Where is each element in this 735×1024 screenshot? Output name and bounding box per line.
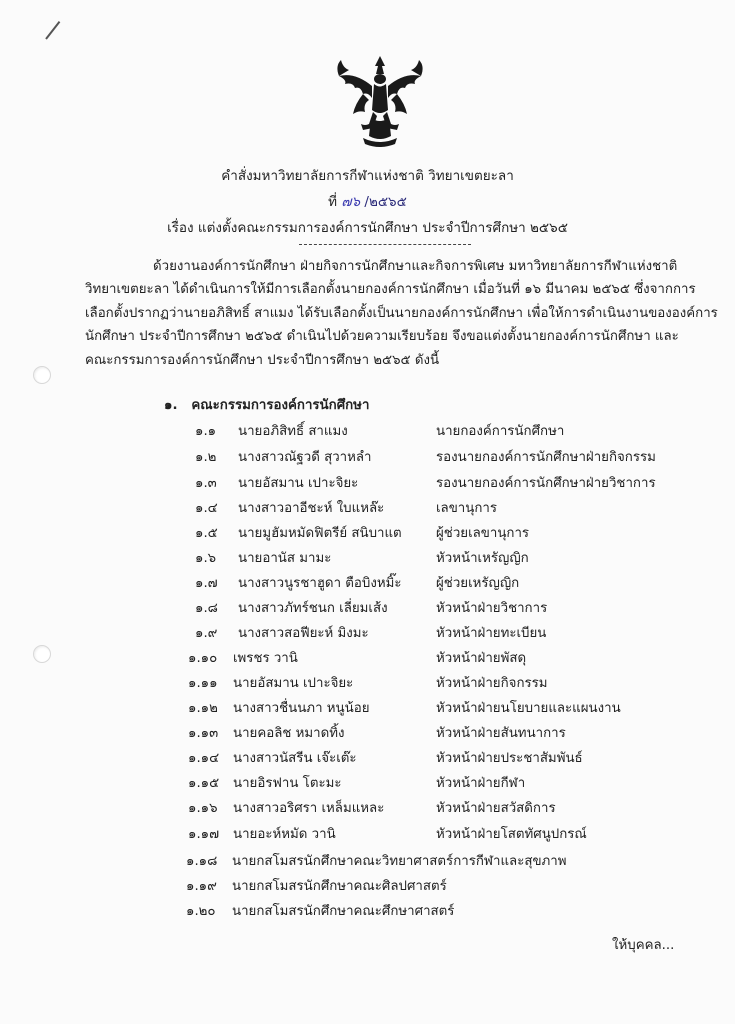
member-row — [0, 747, 735, 771]
member-row — [0, 497, 735, 521]
member-row — [0, 647, 735, 671]
order-number-line — [0, 190, 735, 212]
section-number: ๑. — [164, 398, 178, 413]
member-row — [0, 597, 735, 621]
divider — [299, 244, 471, 245]
member-number: ๑.๑๔ — [188, 751, 220, 766]
member-role: ผู้ช่วยเลขานุการ — [436, 526, 530, 541]
member-name: นางสาวอาอีชะห์ ใบแหล๊ะ — [238, 501, 385, 516]
paragraph-line: นักศึกษา ประจำปีการศึกษา ๒๕๖๕ ดำเนินไปด้วยความเรียบร้อย จึงขอแต่งตั้งนายกองค์การนักศึกษา และ — [85, 329, 679, 345]
member-row — [0, 547, 735, 571]
member-role: หัวหน้าฝ่ายสันทนาการ — [436, 726, 566, 741]
member-role: หัวหน้าฝ่ายกีฬา — [436, 776, 526, 791]
member-number: ๑.๑ — [195, 424, 217, 439]
body-paragraph — [85, 255, 718, 372]
member-row — [0, 472, 735, 496]
member-role: รองนายกองค์การนักศึกษาฝ่ายกิจกรรม — [436, 450, 656, 465]
member-row — [0, 522, 735, 546]
member-number: ๑.๑๒ — [188, 701, 218, 716]
member-number: ๑.๖ — [195, 551, 217, 566]
garuda-emblem-icon — [333, 52, 427, 150]
member-number: ๑.๒ — [195, 450, 217, 465]
member-number: ๑.๒๐ — [186, 904, 216, 919]
pen-mark — [45, 21, 60, 40]
member-number: ๑.๑๓ — [188, 726, 219, 741]
member-name: นายกสโมสรนักศึกษาคณะศึกษาศาสตร์ — [232, 904, 455, 919]
member-number: ๑.๘ — [195, 601, 218, 616]
member-name: นายอิรฟาน โตะมะ — [233, 776, 342, 791]
member-row — [0, 722, 735, 746]
paragraph-line: ด้วยงานองค์การนักศึกษา ฝ่ายกิจการนักศึกษาและกิจการพิเศษ มหาวิทยาลัยการกีฬาแห่งชาติ — [153, 259, 678, 274]
order-number-handwritten: ๗๖ — [341, 194, 361, 210]
member-role: หัวหน้าฝ่ายโสตทัศนูปกรณ์ — [436, 827, 587, 842]
member-name: เพรชร วานิ — [233, 651, 298, 666]
member-name: นายอานัส มามะ — [238, 551, 332, 566]
member-role: เลขานุการ — [436, 501, 497, 516]
member-name: นางสาวณัฐวดี สุวาหลำ — [238, 450, 372, 465]
member-name: นางสาวสอฟียะห์ มิงมะ — [238, 626, 369, 641]
document-title: คำสั่งมหาวิทยาลัยการกีฬาแห่งชาติ วิทยาเขตยะลา — [221, 168, 514, 184]
member-role: หัวหน้าฝ่ายกิจกรรม — [436, 676, 548, 691]
member-row — [0, 697, 735, 721]
member-row — [0, 823, 735, 847]
member-role: หัวหน้าฝ่ายประชาสัมพันธ์ — [436, 751, 583, 766]
member-row — [0, 572, 735, 596]
member-role: หัวหน้าฝ่ายสวัสดิการ — [436, 801, 556, 816]
member-row — [0, 850, 735, 874]
member-name: นางสาวนัสรีน เจ๊ะเต๊ะ — [233, 751, 357, 766]
member-number: ๑.๗ — [195, 576, 218, 591]
member-role: หัวหน้าเหรัญญิก — [436, 551, 529, 566]
member-number: ๑.๔ — [195, 501, 218, 516]
paragraph-line: เลือกตั้งปรากฏว่านายอภิสิทธิ์ สาแมง ได้รับเลือกตั้งเป็นนายกองค์การนักศึกษา เพื่อให้การดำเนินงานขององค์การ — [85, 305, 718, 321]
member-name: นางสาวนูรชาฮูดา ตือบิงหมิ๊ะ — [238, 576, 402, 591]
member-role: หัวหน้าฝ่ายพัสดุ — [436, 651, 527, 666]
member-name: นายกสโมสรนักศึกษาคณะวิทยาศาสตร์การกีฬาและสุขภาพ — [232, 854, 567, 869]
subject-line: เรื่อง แต่งตั้งคณะกรรมการองค์การนักศึกษา ประจำปีการศึกษา ๒๕๖๕ — [167, 220, 568, 236]
member-number: ๑.๑๑ — [188, 676, 218, 691]
member-role: รองนายกองค์การนักศึกษาฝ่ายวิชาการ — [436, 476, 656, 491]
section-heading — [164, 394, 369, 415]
order-year: /๒๕๖๕ — [364, 194, 407, 210]
member-number: ๑.๑๗ — [188, 827, 220, 842]
paragraph-line: วิทยาเขตยะลา ได้ดำเนินการให้มีการเลือกตั้งนายกองค์การนักศึกษา เมื่อวันที่ ๑๖ มีนาคม ๒๕๖๕ ซึ่งจากการ — [85, 282, 696, 298]
continuation-text: ให้บุคคล... — [612, 938, 675, 953]
member-role: นายกองค์การนักศึกษา — [436, 424, 565, 439]
member-number: ๑.๑๖ — [188, 801, 218, 816]
order-prefix: ที่ — [328, 194, 338, 210]
member-role: ผู้ช่วยเหรัญญิก — [436, 576, 520, 591]
member-number: ๑.๕ — [195, 526, 218, 541]
member-row — [0, 672, 735, 696]
member-name: นายมูฮัมหมัดฟิตรีย์ สนิบาแต — [238, 526, 402, 541]
member-number: ๑.๓ — [195, 476, 217, 491]
member-row — [0, 875, 735, 899]
member-role: หัวหน้าฝ่ายทะเบียน — [436, 626, 547, 641]
member-name: นายอภิสิทธิ์ สาแมง — [238, 424, 348, 439]
member-row — [0, 772, 735, 796]
member-name: นางสาวอริศรา เหล็มแหละ — [233, 801, 385, 816]
member-row — [0, 446, 735, 470]
member-name: นายคอลิช หมาดทิ้ง — [233, 726, 345, 741]
member-number: ๑.๑๘ — [186, 854, 218, 869]
section-title: คณะกรรมการองค์การนักศึกษา — [191, 398, 370, 413]
member-row — [0, 622, 735, 646]
member-row — [0, 900, 735, 924]
member-name: นายกสโมสรนักศึกษาคณะศิลปศาสตร์ — [232, 879, 447, 894]
member-name: นางสาวชื่นนภา หนูน้อย — [233, 701, 370, 716]
member-row — [0, 420, 735, 444]
member-row — [0, 797, 735, 821]
member-number: ๑.๑๐ — [188, 651, 218, 666]
member-name: นางสาวภัทร์ชนก เลี่ยมเส้ง — [238, 601, 388, 616]
punch-hole — [33, 366, 51, 384]
member-name: นายอัสมาน เปาะจิยะ — [238, 476, 359, 491]
member-name: นายอัสมาน เปาะจิยะ — [233, 676, 354, 691]
paragraph-line: คณะกรรมการองค์การนักศึกษา ประจำปีการศึกษา ๒๕๖๕ ดังนี้ — [85, 352, 440, 368]
member-role: หัวหน้าฝ่ายวิชาการ — [436, 601, 548, 616]
member-number: ๑.๙ — [195, 626, 218, 641]
member-name: นายอะห์หมัด วานิ — [233, 827, 336, 842]
member-number: ๑.๑๕ — [188, 776, 220, 791]
member-role: หัวหน้าฝ่ายนโยบายและแผนงาน — [436, 701, 621, 716]
member-number: ๑.๑๙ — [186, 879, 217, 894]
